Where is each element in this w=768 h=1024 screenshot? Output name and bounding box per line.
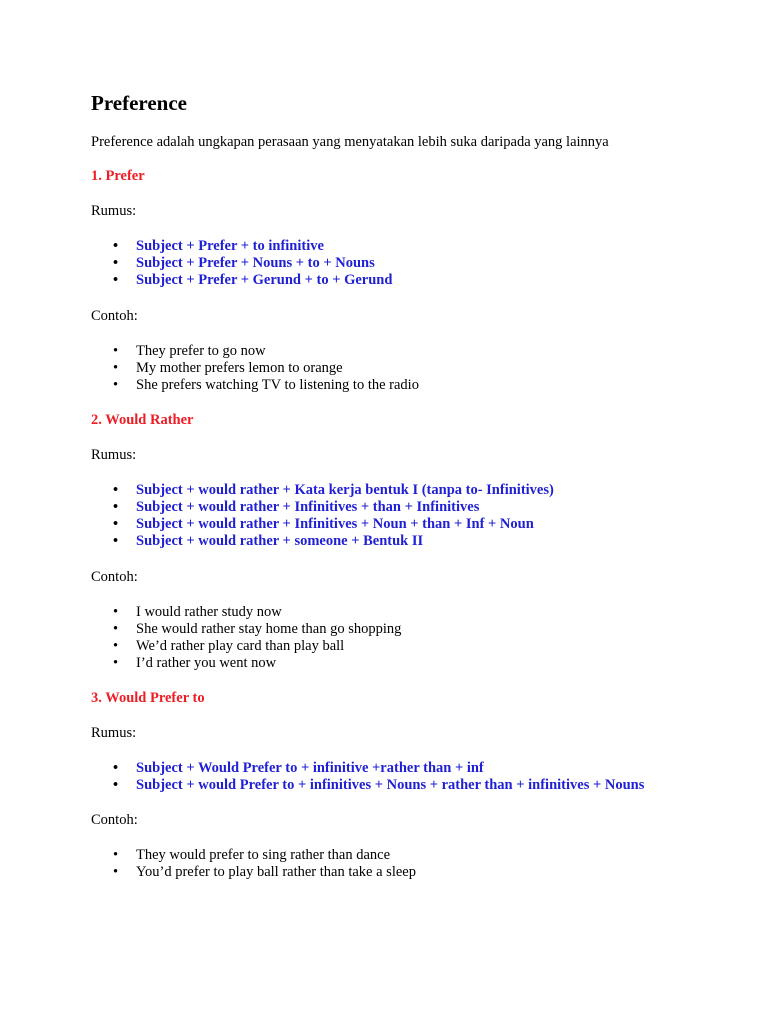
formula-item: • Subject + would Prefer to + infinitives + Nouns + rather than + infinitives + Nouns (91, 777, 644, 794)
contoh-label: Contoh: (91, 569, 138, 585)
example-item: • They prefer to go now (91, 343, 419, 360)
example-item: • We’d rather play card than play ball (91, 638, 401, 655)
rumus-label: Rumus: (91, 725, 137, 741)
example-list (91, 847, 416, 881)
formula-item: • Subject + would rather + someone + Bentuk II (91, 533, 554, 550)
rumus-label: Rumus: (91, 447, 137, 463)
contoh-label: Contoh: (91, 308, 138, 324)
section-heading-prefer: 1. Prefer (91, 168, 145, 184)
example-list (91, 343, 419, 394)
formula-item: • Subject + would rather + Infinitives + than + Infinitives (91, 499, 554, 516)
rumus-label: Rumus: (91, 203, 137, 219)
formula-list (91, 238, 392, 289)
example-item: • I would rather study now (91, 604, 401, 621)
example-item: • I’d rather you went now (91, 655, 401, 672)
example-item: • She prefers watching TV to listening to the radio (91, 377, 419, 394)
example-item: • She would rather stay home than go shopping (91, 621, 401, 638)
section-heading-would-prefer-to: 3. Would Prefer to (91, 690, 205, 706)
page-title: Preference (91, 91, 187, 115)
example-item: • You’d prefer to play ball rather than take a sleep (91, 864, 416, 881)
formula-item: • Subject + Prefer + to infinitive (91, 238, 392, 255)
formula-list (91, 482, 554, 550)
example-list (91, 604, 401, 672)
formula-item: • Subject + Prefer + Gerund + to + Gerund (91, 272, 392, 289)
intro-paragraph: Preference adalah ungkapan perasaan yang menyatakan lebih suka daripada yang lainnya (91, 134, 609, 150)
section-heading-would-rather: 2. Would Rather (91, 412, 194, 428)
formula-item: • Subject + would rather + Kata kerja bentuk I (tanpa to- Infinitives) (91, 482, 554, 499)
example-item: • My mother prefers lemon to orange (91, 360, 419, 377)
contoh-label: Contoh: (91, 812, 138, 828)
formula-item: • Subject + Prefer + Nouns + to + Nouns (91, 255, 392, 272)
formula-list (91, 760, 644, 794)
formula-item: • Subject + Would Prefer to + infinitive +rather than + inf (91, 760, 644, 777)
formula-item: • Subject + would rather + Infinitives + Noun + than + Inf + Noun (91, 516, 554, 533)
example-item: • They would prefer to sing rather than dance (91, 847, 416, 864)
